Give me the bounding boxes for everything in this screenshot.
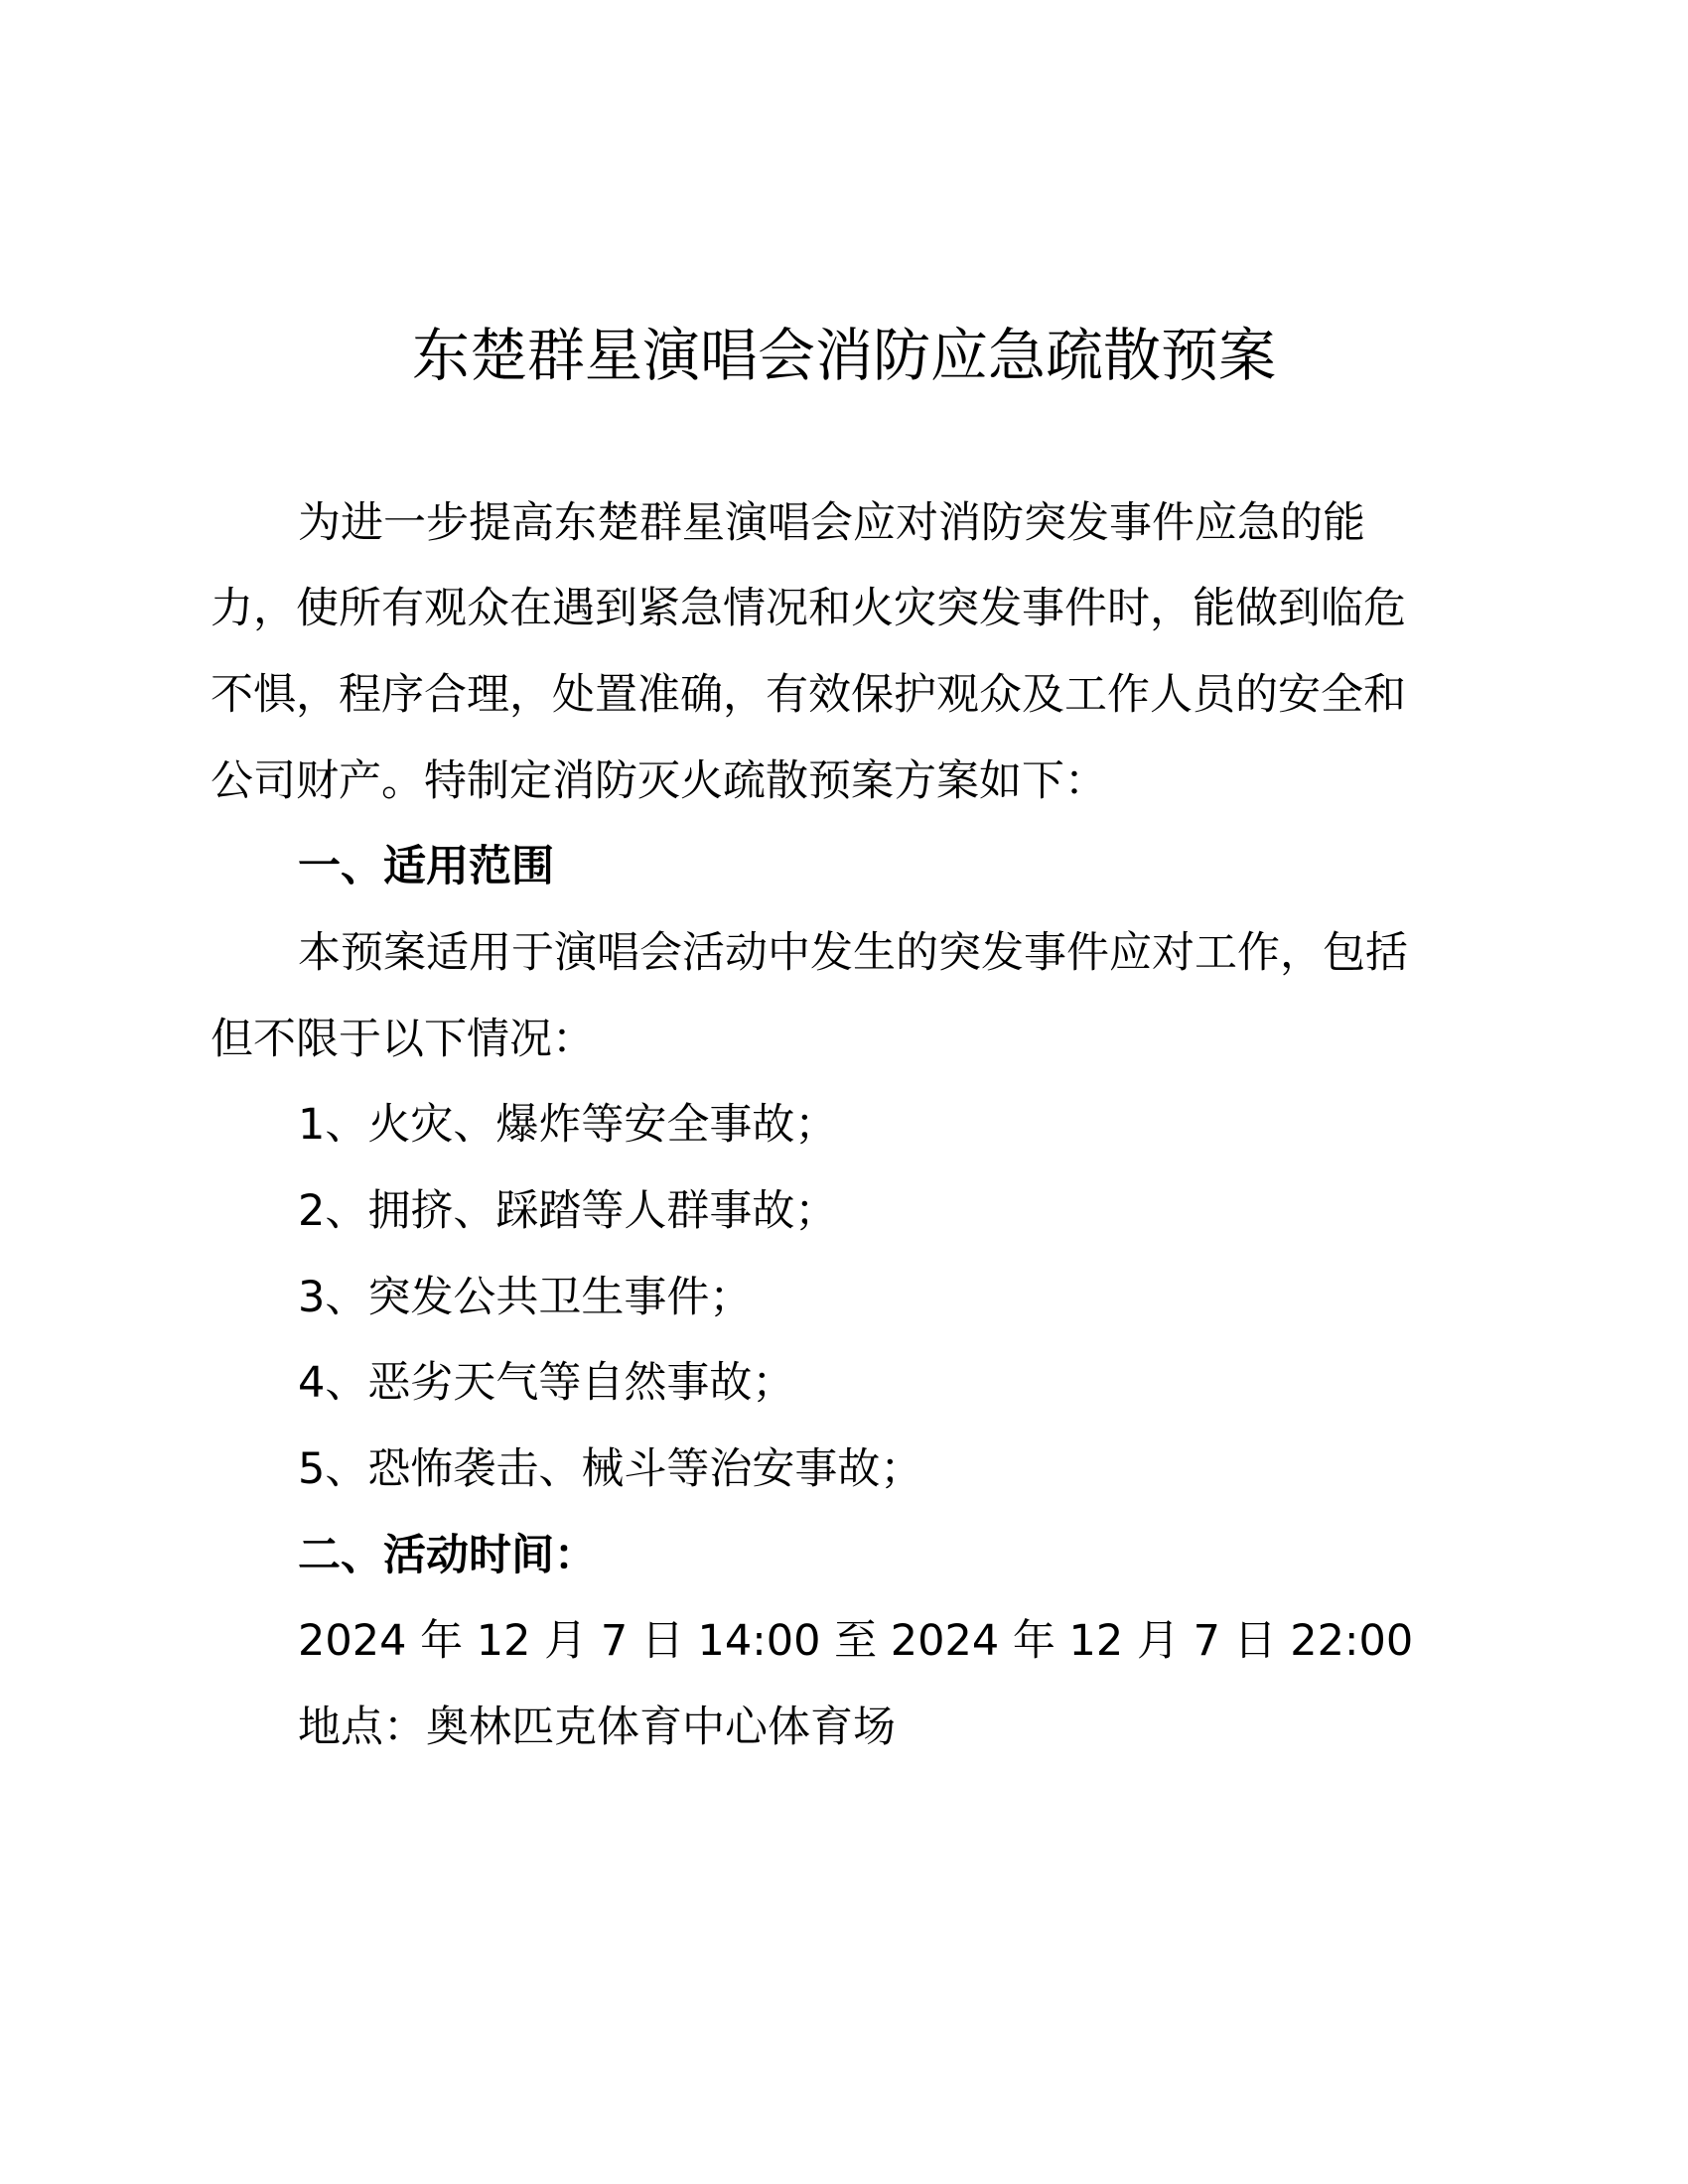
section2-heading: 二、活动时间： (298, 1531, 597, 1580)
list-item: 4、恶劣天气等自然事故； (298, 1358, 795, 1408)
list-item: 3、突发公共卫生事件； (298, 1273, 753, 1322)
event-time: 2024 年 12 月 7 日 14:00 至 2024 年 12 月 7 日 22:00 (298, 1616, 1414, 1666)
list-item: 1、火灾、爆炸等安全事故； (298, 1100, 838, 1150)
intro-line-2: 力，使所有观众在遇到紧急情况和火灾突发事件时，能做到临危 (211, 584, 1406, 633)
section1-body-line-2: 但不限于以下情况： (211, 1015, 595, 1064)
section1-body-line-1: 本预案适用于演唱会活动中发生的突发事件应对工作，包括 (298, 928, 1408, 978)
intro-line-1: 为进一步提高东楚群星演唱会应对消防突发事件应急的能 (298, 498, 1365, 548)
intro-line-4: 公司财产。特制定消防灭火疏散预案方案如下： (211, 756, 1107, 806)
event-location: 地点：奥林匹克体育中心体育场 (298, 1703, 896, 1752)
list-item: 5、恐怖袭击、械斗等治安事故； (298, 1444, 923, 1494)
section1-heading: 一、适用范围 (298, 842, 554, 891)
list-item: 2、拥挤、踩踏等人群事故； (298, 1186, 838, 1236)
intro-line-3: 不惧，程序合理，处置准确，有效保护观众及工作人员的安全和 (211, 670, 1406, 720)
document-title: 东楚群星演唱会消防应急疏散预案 (411, 322, 1276, 389)
